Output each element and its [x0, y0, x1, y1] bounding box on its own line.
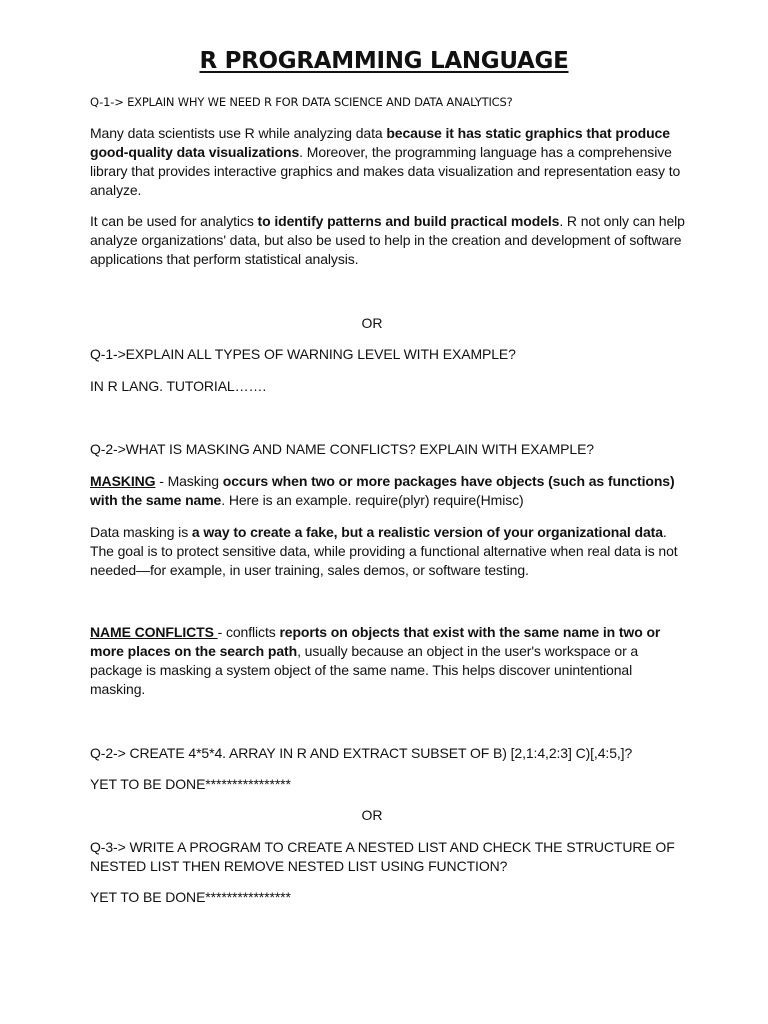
- data-masking-text-bold: a way to create a fake, but a realistic version of your organizational data: [191, 524, 663, 540]
- masking-paragraph: [90, 472, 690, 510]
- question-3-heading: Q-3-> WRITE A PROGRAM TO CREATE A NESTED LIST AND CHECK THE STRUCTURE OF NESTED LIST THEN REMOVE NESTED LIST USING FUNCTION?: [90, 839, 675, 874]
- q1-p1-text-a: Many data scientists use R while analyzing data: [90, 125, 387, 141]
- q1-p1-text-bold: because it has static graphics that produce good-quality data visualizations: [90, 125, 670, 160]
- name-conflicts-text-bold: reports on objects that exist with the same name in two or more places on the search path: [90, 624, 661, 659]
- data-masking-text-c: . The goal is to protect sensitive data, while providing a functional alternative when real data is not needed—for example, in user training, sales demos, or software testing.: [90, 524, 678, 578]
- q1-p2-text-bold: to identify patterns and build practical models: [257, 213, 560, 229]
- q1-p2-text-a: It can be used for analytics: [90, 213, 258, 229]
- name-conflicts-label: NAME CONFLICTS: [90, 624, 218, 640]
- q1-paragraph-2: [90, 212, 690, 269]
- or-separator-2: OR: [361, 807, 383, 823]
- data-masking-paragraph: [90, 523, 690, 580]
- q1-p1-text-c: . Moreover, the programming language has a comprehensive library that provides interactive graphics and makes data visualization and representation easy to analyze.: [90, 144, 681, 198]
- name-conflicts-paragraph: [90, 623, 690, 699]
- question-2-heading: Q-2->WHAT IS MASKING AND NAME CONFLICTS? EXPLAIN WITH EXAMPLE?: [90, 441, 594, 457]
- question-3-answer: YET TO BE DONE****************: [90, 889, 291, 905]
- question-2b-answer: YET TO BE DONE****************: [90, 776, 291, 792]
- q1-p2-text-c: . R not only can help analyze organizations' data, but also be used to help in the creation and development of software applications that perform statistical analysis.: [90, 213, 685, 267]
- data-masking-text-a: Data masking is: [90, 524, 192, 540]
- masking-text-a: - Masking: [155, 473, 223, 489]
- masking-label: MASKING: [90, 473, 156, 489]
- name-conflicts-text-a: - conflicts: [217, 624, 280, 640]
- question-1-alt-heading: Q-1->EXPLAIN ALL TYPES OF WARNING LEVEL WITH EXAMPLE?: [90, 346, 516, 362]
- q1-paragraph-1: [90, 124, 690, 200]
- question-2b-heading: Q-2-> CREATE 4*5*4. ARRAY IN R AND EXTRACT SUBSET OF B) [2,1:4,2:3] C)[,4:5,]?: [90, 745, 633, 761]
- question-1-alt-answer: IN R LANG. TUTORIAL…….: [90, 378, 267, 394]
- question-1-heading: Q-1-> EXPLAIN WHY WE NEED R FOR DATA SCIENCE AND DATA ANALYTICS?: [90, 95, 513, 109]
- document-title: R PROGRAMMING LANGUAGE: [199, 48, 569, 74]
- masking-text-c: . Here is an example. require(plyr) require(Hmisc): [221, 492, 524, 508]
- or-separator-1: OR: [361, 315, 383, 331]
- name-conflicts-text-c: , usually because an object in the user's workspace or a package is masking a system object of the same name. This helps discover unintentional masking.: [90, 643, 639, 697]
- masking-text-bold: occurs when two or more packages have objects (such as functions) with the same name: [90, 473, 675, 508]
